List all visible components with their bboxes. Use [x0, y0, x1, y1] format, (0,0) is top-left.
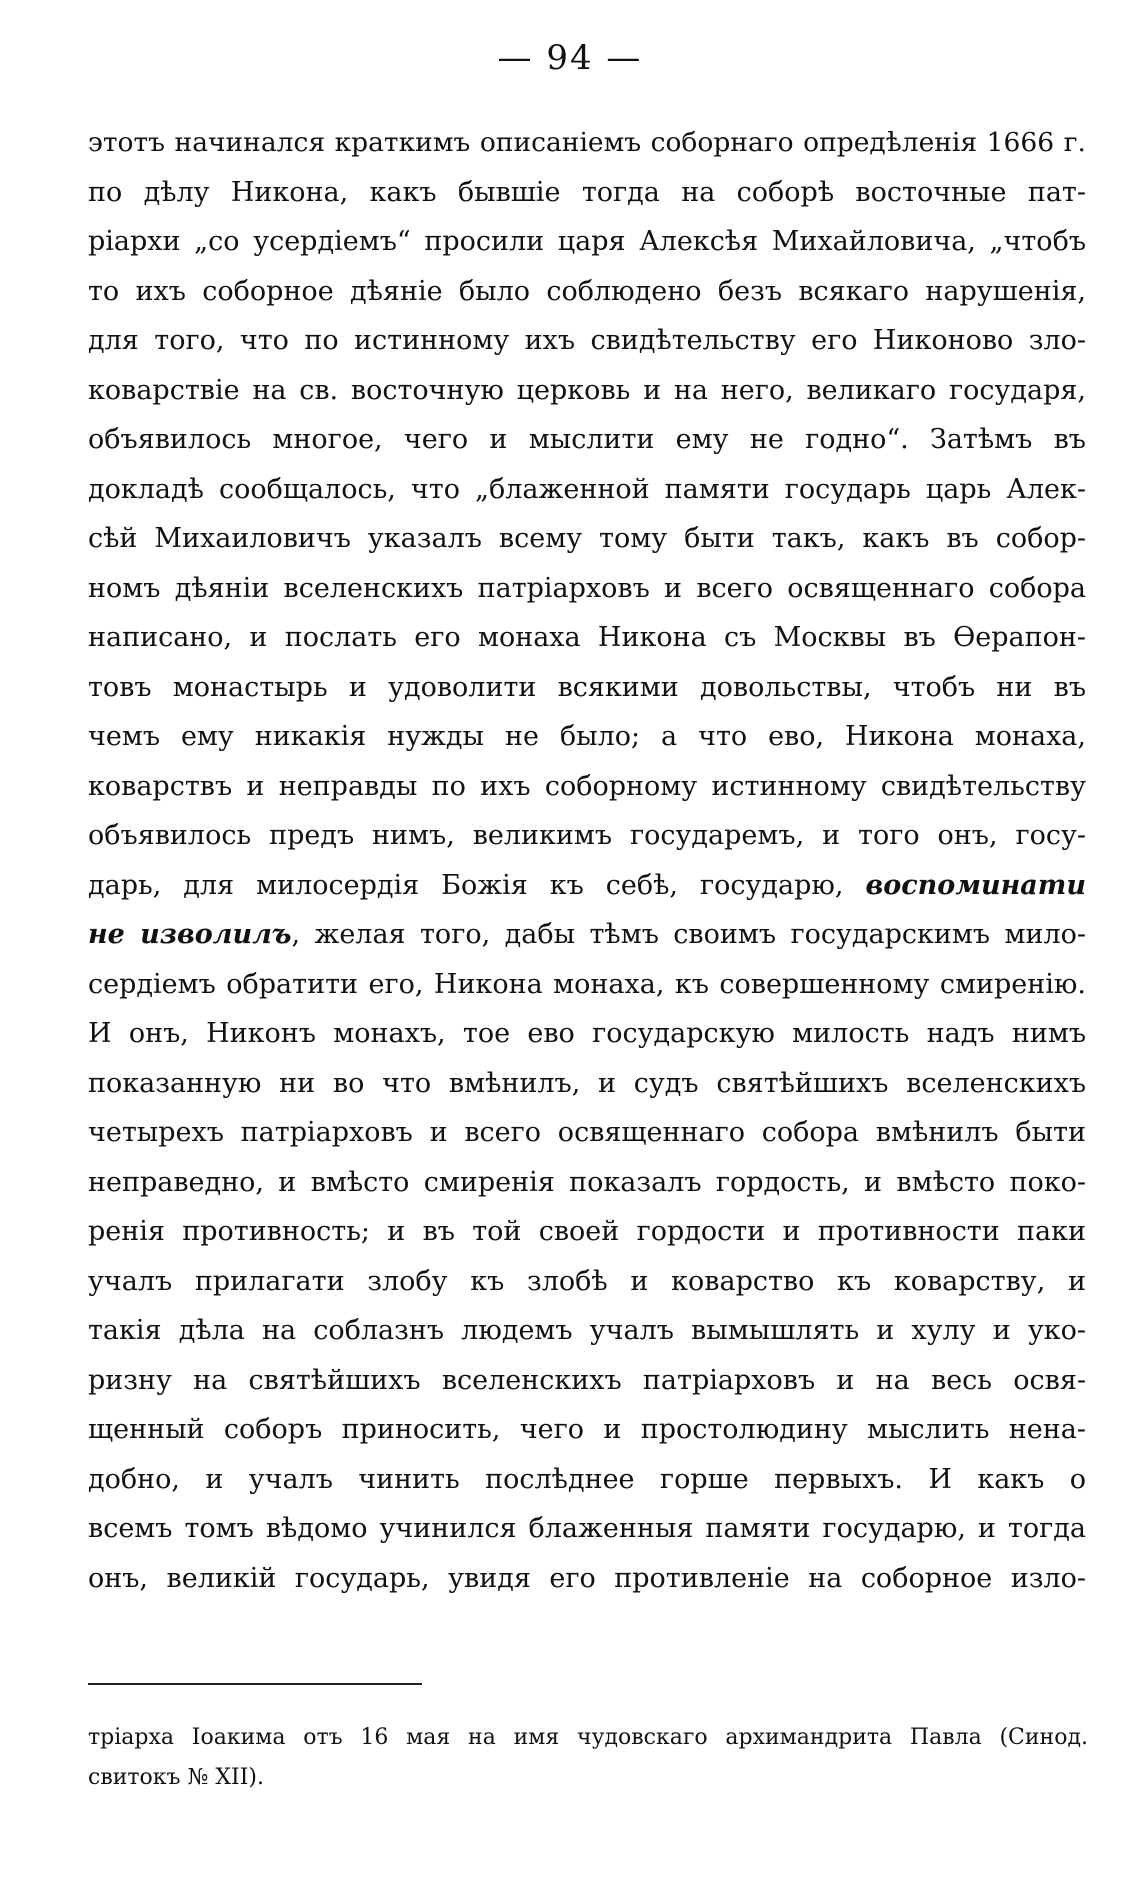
text-line: И онъ, Никонъ монахъ, тое ево государскую милость надъ нимъ [88, 1018, 1086, 1049]
italic-emphasis: воспоминати [865, 869, 1086, 901]
text-line: ріархи „со усердіемъ“ просили царя Алексѣя Михайловича, „чтобъ [88, 226, 1086, 257]
text-line: то ихъ соборное дѣяніе было соблюдено безъ всякаго нарушенія, [88, 275, 1086, 307]
text-line: ренія противность; и въ той своей гордости и противности паки [88, 1216, 1086, 1247]
text-segment: , желая того, дабы тѣмъ своимъ государскимъ мило- [291, 919, 1086, 950]
footnote-line: свитокъ № XII). [88, 1765, 264, 1790]
text-line: неправедно, и вмѣсто смиренія показалъ гордость, и вмѣсто поко- [88, 1166, 1086, 1198]
text-line: щенный соборъ приносить, чего и простолюдину мыслить нена- [88, 1414, 1086, 1445]
main-text [88, 118, 1086, 1603]
text-line: объявилось предъ нимъ, великимъ государемъ, и того онъ, госу- [88, 820, 1086, 851]
text-line: учалъ прилагати злобу къ злобѣ и коварство къ коварству, и [88, 1265, 1086, 1297]
text-line: всемъ томъ вѣдомо учинился блаженныя памяти государю, и тогда [88, 1513, 1086, 1544]
text-line: добно, и учалъ чинить послѣднее горше первыхъ. И какъ о [88, 1463, 1086, 1495]
text-line: четырехъ патріарховъ и всего освященнаго собора вмѣнилъ быти [88, 1117, 1086, 1148]
text-line: написано, и послать его монаха Никона съ Москвы въ Ѳерапон- [88, 622, 1086, 653]
text-line: онъ, великій государь, увидя его противленіе на соборное изло- [88, 1562, 1086, 1594]
text-line-with-italic [88, 861, 1086, 911]
text-line: номъ дѣяніи вселенскихъ патріарховъ и всего освященнаго собора [88, 572, 1086, 604]
text-line: сѣй Михаиловичъ указалъ всему тому быти такъ, какъ въ собор- [88, 523, 1086, 554]
text-line: по дѣлу Никона, какъ бывшіе тогда на соборѣ восточные пат- [88, 176, 1086, 208]
footnote [88, 1718, 1088, 1798]
text-line: товъ монастырь и удоволити всякими довольствы, чтобъ ни въ [88, 671, 1086, 703]
page-number: — 94 — [497, 38, 643, 78]
text-segment: дарь, для милосердія Божія къ себѣ, государю, [88, 869, 866, 901]
text-line: сердіемъ обратити его, Никона монаха, къ совершенному смиренію. [88, 968, 1086, 1000]
footnote-separator [88, 1683, 422, 1685]
text-line: ризну на святѣйшихъ вселенскихъ патріарховъ и на весь освя- [88, 1364, 1086, 1396]
text-line: коварствіе на св. восточную церковь и на него, великаго государя, [88, 374, 1086, 406]
text-line: объявилось многое, чего и мыслити ему не годно“. Затѣмъ въ [88, 424, 1086, 455]
text-line-with-italic [88, 910, 1086, 960]
text-line: коварствъ и неправды по ихъ соборному истинному свидѣтельству [88, 770, 1086, 802]
footnote-line: тріарха Іоакима отъ 16 мая на имя чудовскаго архимандрита Павла (Синод. [88, 1725, 1088, 1750]
text-line: для того, что по истинному ихъ свидѣтельству его Никоново зло- [88, 325, 1086, 356]
text-line: такія дѣла на соблазнъ людемъ учалъ вымышлять и хулу и уко- [88, 1315, 1086, 1346]
text-line: докладѣ сообщалось, что „блаженной памяти государь царь Алек- [88, 473, 1086, 505]
text-line: чемъ ему никакія нужды не было; а что ево, Никона монаха, [88, 721, 1086, 752]
italic-emphasis: не изволилъ [88, 919, 292, 950]
text-line: показанную ни во что вмѣнилъ, и судъ святѣйшихъ вселенскихъ [88, 1067, 1086, 1099]
text-line: этотъ начинался краткимъ описаніемъ соборнаго опредѣленія 1666 г. [88, 127, 1086, 158]
